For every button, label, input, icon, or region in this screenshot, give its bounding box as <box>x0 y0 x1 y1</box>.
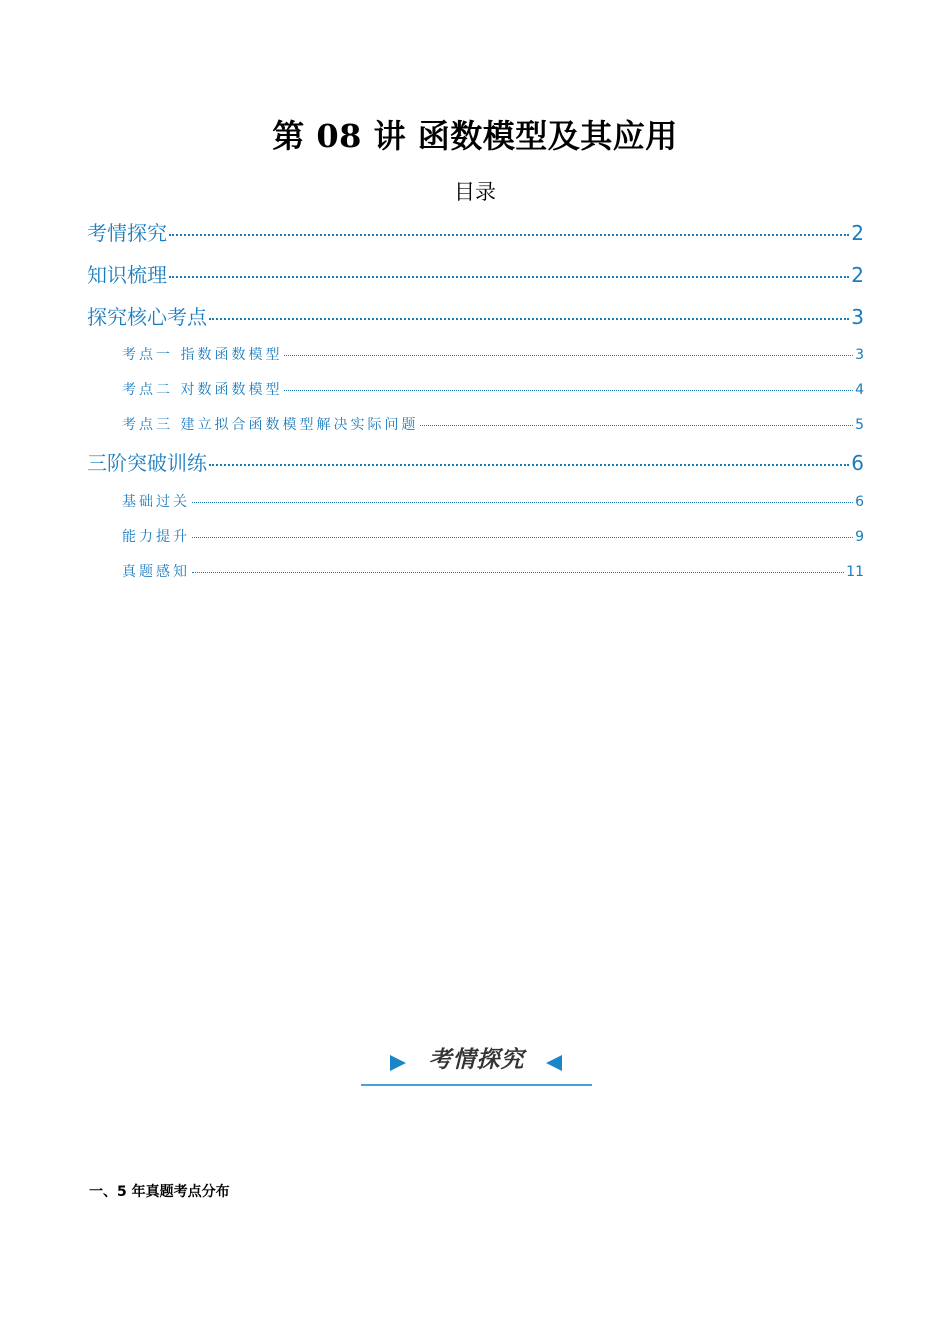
toc-entry-kaoqing[interactable] <box>87 218 864 248</box>
toc-dot-leader <box>192 572 844 573</box>
section-heading: 一、5 年真题考点分布 <box>89 1184 230 1200</box>
toc-dot-leader <box>420 425 853 426</box>
toc-entry-label: 真题感知 <box>122 564 190 580</box>
toc-entry-jichu[interactable] <box>122 491 864 513</box>
toc-dot-leader <box>284 390 853 391</box>
toc-entry-kaodian-1[interactable] <box>122 344 864 366</box>
toc-page-number: 2 <box>851 263 864 287</box>
toc-entry-label: 基础过关 <box>122 494 190 510</box>
banner-title: 考情探究 <box>428 1047 525 1073</box>
page-title: 第 08 讲 函数模型及其应用 <box>272 117 678 155</box>
toc-dot-leader <box>192 502 853 503</box>
toc-entry-label: 知识梳理 <box>87 263 167 287</box>
toc-page-number: 3 <box>851 305 864 329</box>
toc-entry-label: 三阶突破训练 <box>87 451 207 475</box>
toc-entry-zhenti[interactable] <box>122 561 864 583</box>
toc-page-number: 9 <box>855 529 864 545</box>
toc-page-number: 5 <box>855 417 864 433</box>
toc-entry-zhishi[interactable] <box>87 260 864 290</box>
toc-entry-label: 能力提升 <box>122 529 190 545</box>
toc-entry-tanjiu[interactable] <box>87 302 864 332</box>
banner-underline <box>361 1084 592 1086</box>
toc-entry-label: 探究核心考点 <box>87 305 207 329</box>
toc-page-number: 2 <box>851 221 864 245</box>
toc-entry-kaodian-3[interactable] <box>122 414 864 436</box>
toc-entry-nengli[interactable] <box>122 526 864 548</box>
toc-dot-leader <box>209 464 849 466</box>
toc-dot-leader <box>169 276 849 278</box>
toc-dot-leader <box>192 537 853 538</box>
toc-page-number: 3 <box>855 347 864 363</box>
toc-dot-leader <box>169 234 849 236</box>
toc-entry-label: 考情探究 <box>87 221 167 245</box>
section-banner <box>361 1040 592 1086</box>
toc-entry-label: 考点二 对数函数模型 <box>122 382 283 398</box>
toc-page-number: 11 <box>846 564 864 580</box>
toc-title: 目录 <box>454 180 496 204</box>
toc-entry-kaodian-2[interactable] <box>122 379 864 401</box>
toc-entry-label: 考点三 建立拟合函数模型解决实际问题 <box>122 417 419 433</box>
toc-page-number: 4 <box>855 382 864 398</box>
toc-dot-leader <box>209 318 849 320</box>
toc-page-number: 6 <box>851 451 864 475</box>
toc-entry-sanjie[interactable] <box>87 448 864 478</box>
triangle-left-icon <box>545 1054 563 1072</box>
toc-entry-label: 考点一 指数函数模型 <box>122 347 283 363</box>
toc-page-number: 6 <box>855 494 864 510</box>
toc-dot-leader <box>284 355 853 356</box>
